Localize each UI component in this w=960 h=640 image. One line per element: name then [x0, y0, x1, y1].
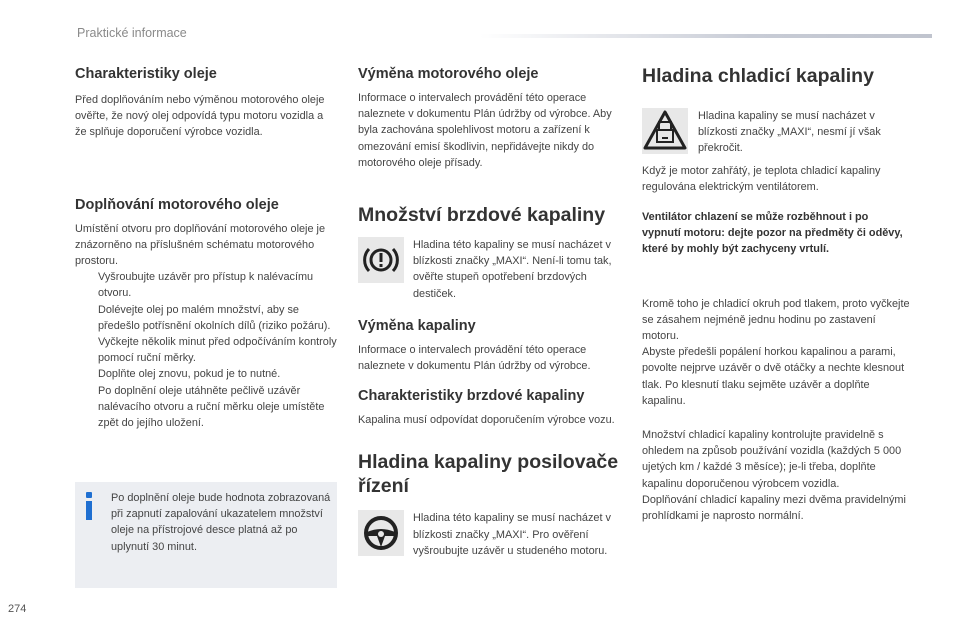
brake-fluid-text: Hladina této kapaliny se musí nacházet v blízkosti značky „MAXI“. Není-li tomu tak, ověřte stupeň opotřebení brzdových destiček.: [413, 239, 612, 300]
coolant-text-3: Množství chladicí kapaliny kontrolujte pravidelně s ohledem na způsob používání vozidla (každých 5 000 ujetých km / každé 3 měsíce); je-li třeba, doplňte kapalinu doporučenou výrobcem vozidla. Doplňování chladicí kapaliny mezi dvěma pravidelnými prohlídkami je naprosto normální.: [642, 429, 906, 523]
coolant-warning-icon: [642, 108, 688, 154]
info-box: [75, 482, 337, 588]
oil-change-text: Informace o intervalech provádění této operace naleznete v dokumentu Plán údržby od výrobce. Aby byla zachována spolehlivost motoru a zařízení k omezování emisí škodlivin, nepřidávejte nikdy do motorového oleje přísady.: [358, 92, 612, 169]
column-right: [642, 64, 910, 524]
brake-warning-icon: [358, 237, 404, 283]
coolant-icon-text: Hladina kapaliny se musí nacházet v blízkosti značky „MAXI“, nesmí jí však překročit.: [698, 110, 881, 155]
oil-topup-steps: [75, 269, 337, 431]
steering-wheel-icon: [358, 510, 404, 556]
brake-fluid-title: Množství brzdové kapaliny: [358, 204, 606, 227]
fan-warning: Ventilátor chlazení se může rozběhnout i po vypnutí motoru: dejte pozor na předměty či oděvy, které by mohly být zachyceny vrtulí.: [642, 211, 903, 256]
power-steering-title: Hladina kapaliny posilovače řízení: [358, 451, 619, 498]
coolant-text-1: Když je motor zahřátý, je teplota chladicí kapaliny regulována elektrickým ventilátorem.: [642, 164, 881, 193]
list-item: Dolévejte olej po malém množství, aby se předešlo potřísnění okolních dílů (riziko požáru).: [98, 303, 331, 332]
coolant-text-2: Kromě toho je chladicí okruh pod tlakem, proto vyčkejte se zásahem nejméně jednu hodinu po zastavení motoru. Abyste předešli popálení horkou kapalinou a parami, povolte nejprve uzávěr o dvě otáčky a nechte klesnout tlak. Po klesnutí tlaku sejměte uzávěr a doplňte kapalinu.: [642, 297, 910, 407]
page-number: 274: [8, 603, 27, 615]
brake-fluid-spec-text: Kapalina musí odpovídat doporučením výrobce vozu.: [358, 414, 615, 427]
power-steering-text: Hladina této kapaliny se musí nacházet v blízkosti značky „MAXI“. Pro ověření vyšroubujte uzávěr u studeného motoru.: [413, 512, 611, 557]
coolant-row: [642, 108, 910, 157]
fluid-change-title: Výměna kapaliny: [358, 317, 476, 334]
section-header: Praktické informace: [77, 26, 187, 40]
oil-characteristics-text: Před doplňováním nebo výměnou motorového oleje ověřte, že nový olej odpovídá typu motoru vozidla a že splňuje doporučení výrobce vozidla.: [75, 94, 325, 139]
list-item: Po doplnění oleje utáhněte pečlivě uzávěr nalévacího otvoru a ruční měrku oleje umístěte zpět do jejího uložení.: [98, 384, 325, 430]
header-rule: [480, 34, 932, 38]
power-steering-row: [358, 510, 620, 559]
oil-characteristics-title: Charakteristiky oleje: [75, 66, 217, 82]
oil-change-title: Výměna motorového oleje: [358, 66, 539, 82]
fluid-change-text: Informace o intervalech provádění této operace naleznete v dokumentu Plán údržby od výrobce.: [358, 343, 591, 373]
brake-fluid-row: [358, 237, 620, 302]
coolant-title: Hladina chladicí kapaliny: [642, 65, 874, 87]
oil-topup-title: Doplňování motorového oleje: [75, 196, 279, 213]
info-icon: [83, 492, 95, 520]
list-item: Doplňte olej znovu, pokud je to nutné.: [98, 368, 281, 381]
brake-fluid-spec-title: Charakteristiky brzdové kapaliny: [358, 388, 585, 405]
oil-topup-text: Umístění otvoru pro doplňování motorového oleje je znázorněno na příslušném schématu motorového prostoru.: [75, 222, 326, 268]
column-left: [75, 64, 337, 431]
list-item: Vyšroubujte uzávěr pro přístup k nalévacímu otvoru.: [98, 271, 314, 300]
list-item: Vyčkejte několik minut před odpočíváním kontroly pomocí ruční měrky.: [98, 336, 337, 365]
column-middle: [358, 64, 620, 559]
info-text: Po doplnění oleje bude hodnota zobrazovaná při zapnutí zapalování ukazatelem množství oleje na přístrojové desce platná až po uplynutí 30 minut.: [111, 492, 331, 553]
